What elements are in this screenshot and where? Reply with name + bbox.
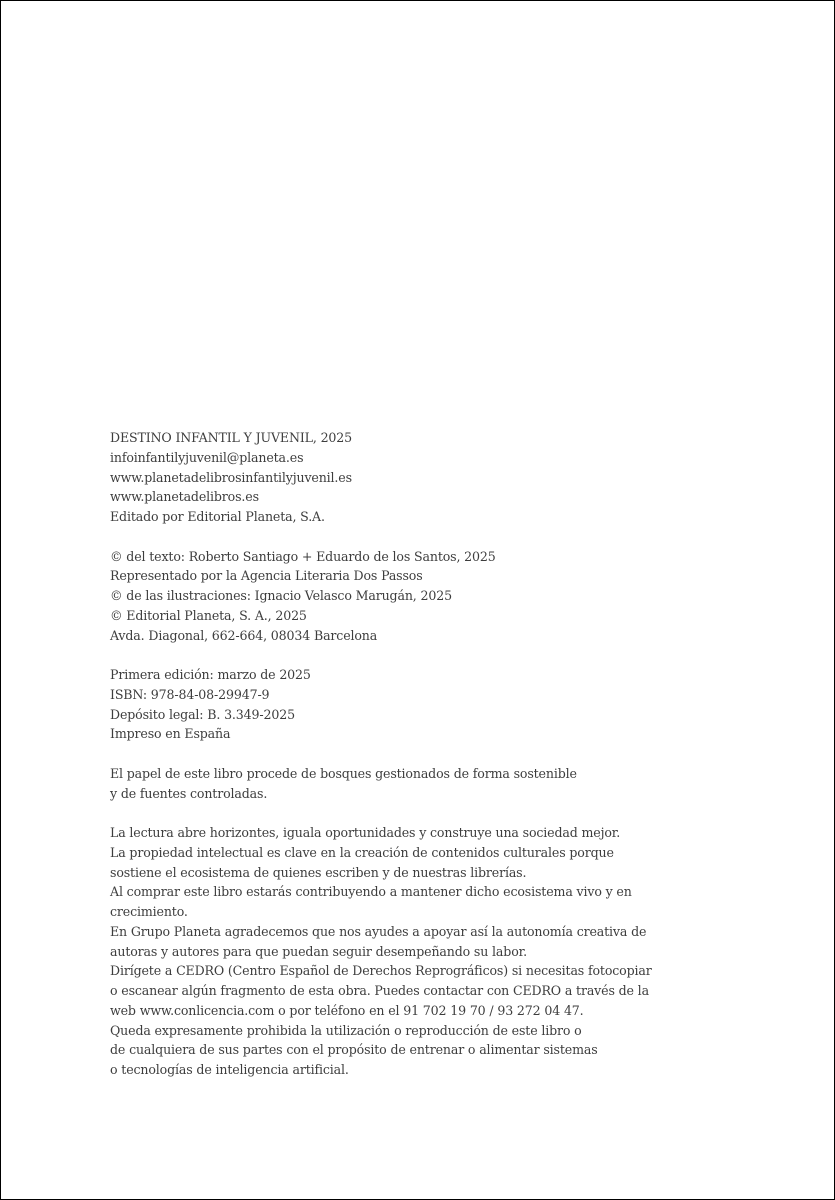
publisher-name: DESTINO INFANTIL Y JUVENIL, 2025: [110, 430, 353, 445]
publisher-email: infoinfantilyjuvenil@planeta.es: [110, 449, 304, 465]
rights-line: En Grupo Planeta agradecemos que nos ayudes a apoyar así la autonomía creativa de: [110, 923, 647, 939]
cedro-line: Dirígete a CEDRO (Centro Español de Derechos Reprográficos) si necesitas fotocopiar: [110, 963, 652, 979]
rights-line: Al comprar este libro estarás contribuyendo a mantener dicho ecosistema vivo y en: [110, 884, 632, 900]
text-copyright: © del texto: Roberto Santiago + Eduardo de los Santos, 2025: [110, 548, 496, 564]
ai-prohibition-line: Queda expresamente prohibida la utilización o reproducción de este libro o: [110, 1022, 582, 1038]
ai-prohibition-line: de cualquiera de sus partes con el propósito de entrenar o alimentar sistemas: [110, 1042, 598, 1058]
printed-in: Impreso en España: [110, 726, 231, 742]
legal-deposit: Depósito legal: B. 3.349-2025: [110, 706, 295, 722]
rights-line: sostiene el ecosistema de quienes escriben y de nuestras librerías.: [110, 864, 527, 880]
publisher-copyright: © Editorial Planeta, S. A., 2025: [110, 607, 307, 623]
rights-line: La propiedad intelectual es clave en la creación de contenidos culturales porque: [110, 844, 614, 860]
rights-line: La lectura abre horizontes, iguala oportunidades y construye una sociedad mejor.: [110, 825, 621, 840]
rights-notice-block: [110, 823, 690, 1080]
credits-text: [110, 428, 690, 1100]
paper-sourcing-block: [110, 764, 690, 804]
first-edition: Primera edición: marzo de 2025: [110, 667, 311, 682]
rights-line: autoras y autores para que puedan seguir desempeñando su labor.: [110, 943, 527, 959]
literary-agency: Representado por la Agencia Literaria Dos Passos: [110, 568, 423, 584]
publisher-website: www.planetadelibros.es: [110, 489, 259, 505]
publisher-address: Avda. Diagonal, 662-664, 08034 Barcelona: [110, 627, 378, 643]
publisher-block: [110, 428, 690, 527]
paper-line: y de fuentes controladas.: [110, 785, 268, 801]
edition-block: [110, 665, 690, 744]
cedro-contact-line: web www.conlicencia.com o por teléfono en el 91 702 19 70 / 93 272 04 47.: [110, 1002, 584, 1018]
edited-by: Editado por Editorial Planeta, S.A.: [110, 509, 325, 524]
rights-line: crecimiento.: [110, 904, 188, 919]
cedro-line: o escanear algún fragmento de esta obra. Puedes contactar con CEDRO a través de la: [110, 983, 649, 998]
copyright-block: [110, 547, 690, 646]
paper-line: El papel de este libro procede de bosques gestionados de forma sostenible: [110, 765, 577, 781]
illustrations-copyright: © de las ilustraciones: Ignacio Velasco Marugán, 2025: [110, 588, 452, 603]
isbn: ISBN: 978-84-08-29947-9: [110, 686, 270, 702]
ai-prohibition-line: o tecnologías de inteligencia artificial.: [110, 1062, 349, 1077]
publisher-website-infantil: www.planetadelibrosinfantilyjuvenil.es: [110, 469, 352, 485]
